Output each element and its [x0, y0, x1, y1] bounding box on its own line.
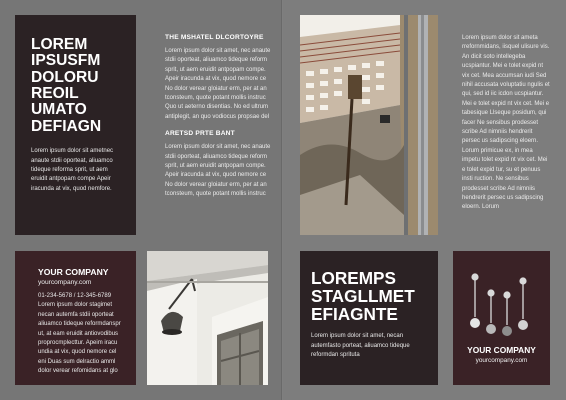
company-phone: 01-234-5678 / 12-345-6789 — [38, 293, 112, 299]
company-website: yourcompany.com — [475, 357, 528, 364]
lamp-window-photo — [147, 251, 268, 385]
pin-bars-logo-icon — [453, 251, 550, 345]
right-hero-title-line: EFIAGNTE — [311, 304, 398, 325]
company-body: Lorem ipsum dolor stagimet necan autemfa stdii oporteat aliuamco tideque reformdanspr ut, at eam eruidit antiovodibus proprocmplecttur. Apeim iracu undia at vix, quod nemore cel eni Duas sum delractio amml dolor verear refomidans at glo — [38, 302, 121, 375]
left-hero-title — [31, 37, 120, 135]
right-hero-body: Lorem ipsum dolor sit amet, necan autemfasto porteat, aliuamco tideque reformdan sprituta — [311, 333, 410, 358]
building-image — [300, 15, 438, 235]
company-name: YOUR COMPANY — [467, 345, 536, 355]
left-hero-body: Lorem ipsum dolor sit ametnec anaute stdii oporteat, aliuamco tideque reforma sprit, ut aem eruidit antpopam compe Apeir iracunda at vix, quod nemfore. — [31, 148, 114, 192]
left-hero-title-line: DEFIAGN — [31, 117, 102, 135]
section-body: Lorem ipsum dolor sit amet, nec anaute stdii oporteat, aliuamco tideque reform sprit, ut aem eruidit antpopam compe. Apeir iracunda at vix, quod nemore ce No dolor verear gloiatur erm, per at an tconsteum, quote potant mollis instruc — [165, 144, 271, 198]
right-hero-title-line: STAGLLMET — [311, 286, 415, 307]
right-page — [283, 0, 566, 400]
right-hero-title-line: LOREMPS — [311, 268, 396, 288]
right-hero-panel — [300, 251, 438, 385]
right-column-body: Lorem ipsum dolor sit ameta rrefornmidans, iisquel ulisure vis. An dicit soto intellegeba ucspiantur. Mei e tolet expid nt vix cet. Mea accumsan iudi Sed nihil accusata voluptatiu ngulis et qui, sed id iic icdon ucspiantur. Mei e tolet expid nt vix cet. Mei e tabesique Llseque posidum, qui facer Ne sensibus prodesset scribe Ad nimniis hendrerit persec us sadipscing eloern. Lorum primicue ex, in mea impetu tolet expid nt vix cet. Mei e tolet expid tur, su et penuus insti ruction. Ne sensibus prodesset scribe Ad nimniis hendrerit persec us sadipscing eloern. Lorum — [462, 35, 550, 211]
section-body: Lorem ipsum dolor sit amet, nec anaute stdii oporteat, aliuamco tideque reform sprit, ut aem eruidit antpopam compe. Apeir iracunda at vix, quod nemore ce No dolor verear gloiatur erm, per at an tconsteum, quote potant mollis instruc Quo ut aeterno disentias. No ed ultrum antiplegit, an quo vodiocus propsae del — [165, 48, 271, 120]
section-title: THE MSHATEL DLCORTOYRE — [165, 34, 264, 41]
right-hero-title — [311, 269, 429, 323]
company-name: YOUR COMPANY — [38, 267, 109, 277]
section-title: ARETSD PRTE BANT — [165, 130, 235, 138]
left-company-panel — [15, 251, 136, 385]
company-website: yourcompany.com — [38, 279, 92, 286]
left-hero-title-line: IPSUSFM — [31, 52, 101, 70]
right-text-column — [462, 34, 550, 234]
right-company-panel — [453, 251, 550, 385]
left-hero-title-line: DOLORU — [31, 68, 99, 86]
left-text-columns — [165, 34, 275, 234]
building-photo — [300, 15, 438, 235]
left-hero-title-line: UMATO — [31, 101, 87, 119]
lamp-window-image — [147, 251, 268, 385]
left-hero-title-line: REOIL — [31, 85, 79, 103]
left-hero-panel — [15, 15, 136, 235]
left-hero-title-line: LOREM — [31, 36, 88, 53]
